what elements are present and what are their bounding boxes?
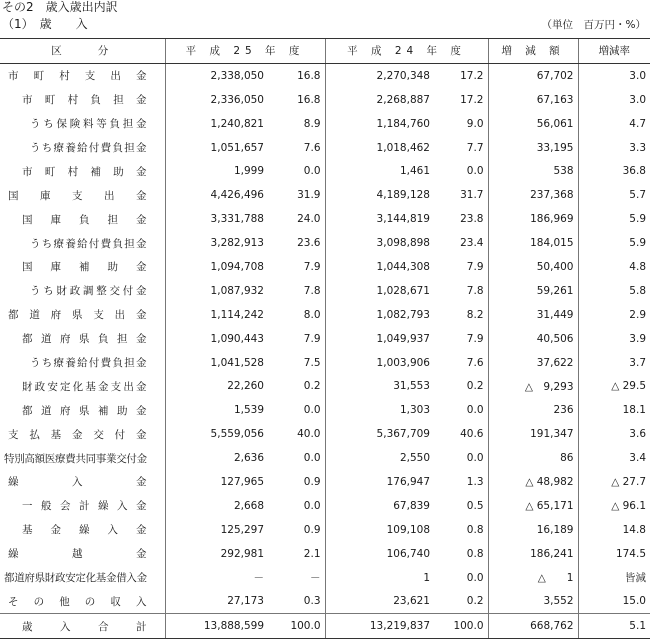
fy25-amount: 2,336,050 xyxy=(165,88,268,112)
change-amount: 67,163 xyxy=(488,88,578,112)
row-label: 都道府県補助金 xyxy=(22,404,147,417)
fy24-share: 0.2 xyxy=(466,595,484,608)
change-amount: 668,762 xyxy=(488,614,578,639)
fy25-amount: 13,888,599 xyxy=(165,614,268,639)
change-amount: 186,969 xyxy=(488,207,578,231)
fy25-share: 7.9 xyxy=(303,332,321,345)
fy25-share: 0.0 xyxy=(303,499,321,512)
fy25-share: 0.0 xyxy=(303,165,321,178)
table-row xyxy=(0,136,650,160)
row-label: うち財政調整交付金 xyxy=(30,285,147,298)
fy25-amount: 127,965 xyxy=(165,470,268,494)
fy24-amount: 106,740 xyxy=(325,542,434,566)
fy24-amount: 3,098,898 xyxy=(325,231,434,255)
row-label: うち療養給付費負担金 xyxy=(30,237,147,250)
change-rate: 3.7 xyxy=(578,351,650,375)
change-amount: △ 1 xyxy=(488,566,578,590)
fy24-share: 0.8 xyxy=(466,523,484,536)
change-amount: 538 xyxy=(488,159,578,183)
fy25-share: 8.9 xyxy=(303,117,321,130)
fy24-share: 0.0 xyxy=(466,571,484,584)
change-rate: △ 96.1 xyxy=(578,494,650,518)
table-row xyxy=(0,374,650,398)
change-rate: 3.3 xyxy=(578,136,650,160)
row-label: うち保険料等負担金 xyxy=(30,118,147,131)
fy25-amount: 1,114,242 xyxy=(165,303,268,327)
table-row xyxy=(0,112,650,136)
change-amount: 236 xyxy=(488,398,578,422)
change-amount: 33,195 xyxy=(488,136,578,160)
fy25-amount: 3,282,913 xyxy=(165,231,268,255)
row-label: 市町村負担金 xyxy=(22,94,147,107)
fy25-amount: 4,426,496 xyxy=(165,183,268,207)
change-rate: △ 27.7 xyxy=(578,470,650,494)
fy25-amount: 1,087,932 xyxy=(165,279,268,303)
header-change: 増 減 額 xyxy=(488,39,578,64)
fy25-amount: 2,636 xyxy=(165,446,268,470)
fy25-amount: 292,981 xyxy=(165,542,268,566)
fy24-share: 7.9 xyxy=(466,332,484,345)
change-rate: 3.4 xyxy=(578,446,650,470)
header-fy24: 平 成 24 年 度 xyxy=(325,39,488,64)
fy24-amount: 2,270,348 xyxy=(325,63,434,87)
fy24-amount: 5,367,709 xyxy=(325,422,434,446)
table-row xyxy=(0,470,650,494)
table-row xyxy=(0,494,650,518)
fy24-share: 100.0 xyxy=(434,614,488,639)
fy25-share: 0.0 xyxy=(303,404,321,417)
fy24-amount: 176,947 xyxy=(325,470,434,494)
change-rate: 174.5 xyxy=(578,542,650,566)
table-row xyxy=(0,589,650,613)
fy25-share: － xyxy=(310,572,321,585)
fy25-amount: 1,539 xyxy=(165,398,268,422)
change-rate: 5.9 xyxy=(578,207,650,231)
change-rate: 5.1 xyxy=(578,614,650,639)
fy25-amount: 1,041,528 xyxy=(165,351,268,375)
change-amount: 59,261 xyxy=(488,279,578,303)
row-label: 繰入金 xyxy=(8,476,147,489)
row-label: うち療養給付費負担金 xyxy=(30,357,147,370)
fy24-share: 0.2 xyxy=(466,380,484,393)
change-rate: 5.8 xyxy=(578,279,650,303)
fy24-share: 0.0 xyxy=(466,452,484,465)
table-row xyxy=(0,351,650,375)
change-amount: 3,552 xyxy=(488,589,578,613)
change-amount: 184,015 xyxy=(488,231,578,255)
fy25-amount: 1,094,708 xyxy=(165,255,268,279)
fy25-amount: 2,338,050 xyxy=(165,63,268,87)
fy25-amount: 1,090,443 xyxy=(165,327,268,351)
table-row xyxy=(0,159,650,183)
fy24-amount: 1,028,671 xyxy=(325,279,434,303)
change-rate: 14.8 xyxy=(578,518,650,542)
fy25-share: 23.6 xyxy=(297,237,321,250)
fy24-share: 1.3 xyxy=(466,475,484,488)
row-label: その他の収入 xyxy=(8,595,147,608)
row-label: 都道府県支出金 xyxy=(8,309,147,322)
fy24-share: 40.6 xyxy=(460,428,484,441)
change-rate: △ 29.5 xyxy=(578,374,650,398)
row-label: 市町村支出金 xyxy=(8,70,147,83)
fy24-amount: 1,049,937 xyxy=(325,327,434,351)
fy24-amount: 1,003,906 xyxy=(325,351,434,375)
change-amount: △ 9,293 xyxy=(488,374,578,398)
fy24-amount: 67,839 xyxy=(325,494,434,518)
fy25-share: 0.9 xyxy=(303,475,321,488)
table-row xyxy=(0,614,650,639)
table-row xyxy=(0,446,650,470)
change-amount: △ 48,982 xyxy=(488,470,578,494)
fy24-share: 7.9 xyxy=(466,260,484,273)
fy24-share: 7.8 xyxy=(466,284,484,297)
change-amount: 37,622 xyxy=(488,351,578,375)
fy24-share: 0.5 xyxy=(466,499,484,512)
change-rate: 4.7 xyxy=(578,112,650,136)
fy24-amount: 13,219,837 xyxy=(325,614,434,639)
row-label: 市町村補助金 xyxy=(22,165,147,178)
change-rate: 15.0 xyxy=(578,589,650,613)
table-header-row xyxy=(0,39,650,64)
fy25-amount: 1,240,821 xyxy=(165,112,268,136)
fy25-share: 31.9 xyxy=(297,189,321,202)
change-rate: 5.9 xyxy=(578,231,650,255)
table-row xyxy=(0,183,650,207)
change-amount: 50,400 xyxy=(488,255,578,279)
change-rate: 5.7 xyxy=(578,183,650,207)
fy24-share: 17.2 xyxy=(460,93,484,106)
row-label: 支払基金交付金 xyxy=(8,428,147,441)
row-label: 国庫補助金 xyxy=(22,261,147,274)
fy25-share: 8.0 xyxy=(303,308,321,321)
row-label: うち療養給付費負担金 xyxy=(30,142,147,154)
fy24-amount: 2,550 xyxy=(325,446,434,470)
fy24-share: 0.8 xyxy=(466,547,484,560)
header-fy25: 平 成 25 年 度 xyxy=(165,39,325,64)
fy25-share: 0.9 xyxy=(303,523,321,536)
fy25-share: 24.0 xyxy=(297,213,321,226)
row-label: 一般会計繰入金 xyxy=(22,500,147,513)
fy25-amount: － xyxy=(165,566,268,590)
fy24-share: 7.7 xyxy=(466,141,484,154)
table-row xyxy=(0,279,650,303)
fy25-share: 0.0 xyxy=(303,452,321,465)
fy24-amount: 1,184,760 xyxy=(325,112,434,136)
unit-note: （単位 百万円・%） xyxy=(541,19,646,31)
fy24-share: 0.0 xyxy=(466,165,484,178)
change-rate: 3.6 xyxy=(578,422,650,446)
fy25-share: 7.9 xyxy=(303,260,321,273)
row-label: 特別高額医療費共同事業交付金 xyxy=(4,452,147,465)
change-rate: 4.8 xyxy=(578,255,650,279)
change-amount: 237,368 xyxy=(488,183,578,207)
fy24-amount: 2,268,887 xyxy=(325,88,434,112)
fy25-amount: 1,051,657 xyxy=(165,136,268,160)
table-row xyxy=(0,327,650,351)
change-rate: 皆減 xyxy=(578,566,650,590)
fy24-share: 23.4 xyxy=(460,237,484,250)
fy24-amount: 1,082,793 xyxy=(325,303,434,327)
fy25-share: 7.8 xyxy=(303,284,321,297)
fy25-amount: 5,559,056 xyxy=(165,422,268,446)
table-row xyxy=(0,542,650,566)
header-category: 区 分 xyxy=(0,39,165,64)
fy25-amount: 2,668 xyxy=(165,494,268,518)
change-amount: 40,506 xyxy=(488,327,578,351)
fy24-amount: 23,621 xyxy=(325,589,434,613)
row-label: 国庫負担金 xyxy=(22,213,147,226)
fy25-amount: 125,297 xyxy=(165,518,268,542)
table-row xyxy=(0,231,650,255)
fy24-amount: 4,189,128 xyxy=(325,183,434,207)
fy25-share: 40.0 xyxy=(297,428,321,441)
table-row xyxy=(0,566,650,590)
change-amount: 186,241 xyxy=(488,542,578,566)
table-row xyxy=(0,398,650,422)
fy24-amount: 1,018,462 xyxy=(325,136,434,160)
fy25-amount: 27,173 xyxy=(165,589,268,613)
change-rate: 2.9 xyxy=(578,303,650,327)
change-rate: 36.8 xyxy=(578,159,650,183)
table-row xyxy=(0,255,650,279)
change-amount: 56,061 xyxy=(488,112,578,136)
fy24-amount: 3,144,819 xyxy=(325,207,434,231)
fy24-share: 8.2 xyxy=(466,308,484,321)
fy25-share: 2.1 xyxy=(303,547,321,560)
fy24-amount: 1 xyxy=(325,566,434,590)
fy24-amount: 109,108 xyxy=(325,518,434,542)
table-row xyxy=(0,63,650,87)
change-amount: 31,449 xyxy=(488,303,578,327)
table-row xyxy=(0,88,650,112)
fy25-share: 7.6 xyxy=(303,141,321,154)
change-amount: 191,347 xyxy=(488,422,578,446)
row-label: 歳入合計 xyxy=(0,614,165,639)
row-label: 基金繰入金 xyxy=(22,524,147,537)
fy24-share: 23.8 xyxy=(460,213,484,226)
fy24-amount: 31,553 xyxy=(325,374,434,398)
fy25-share: 0.3 xyxy=(303,595,321,608)
row-label: 都道府県財政安定化基金借入金 xyxy=(4,572,147,585)
section-title: その2 歳入歳出内訳 xyxy=(2,0,118,14)
change-amount: △ 65,171 xyxy=(488,494,578,518)
fy24-share: 0.0 xyxy=(466,404,484,417)
table-row xyxy=(0,207,650,231)
table-row xyxy=(0,303,650,327)
fy24-amount: 1,044,308 xyxy=(325,255,434,279)
fy24-amount: 1,461 xyxy=(325,159,434,183)
fy24-share: 31.7 xyxy=(460,189,484,202)
fy25-amount: 22,260 xyxy=(165,374,268,398)
change-amount: 67,702 xyxy=(488,63,578,87)
table-row xyxy=(0,518,650,542)
change-amount: 16,189 xyxy=(488,518,578,542)
row-label: 国庫支出金 xyxy=(8,189,147,202)
row-label: 財政安定化基金支出金 xyxy=(22,380,147,393)
header-rate: 増減率 xyxy=(578,39,650,64)
change-rate: 3.0 xyxy=(578,63,650,87)
fy25-share: 16.8 xyxy=(297,93,321,106)
change-amount: 86 xyxy=(488,446,578,470)
fy24-share: 9.0 xyxy=(466,117,484,130)
change-rate: 3.0 xyxy=(578,88,650,112)
row-label: 都道府県負担金 xyxy=(22,333,147,346)
fy24-share: 7.6 xyxy=(466,356,484,369)
row-label: 繰越金 xyxy=(8,548,147,561)
revenue-table xyxy=(0,38,650,639)
fy25-share: 16.8 xyxy=(297,69,321,82)
fy24-share: 17.2 xyxy=(460,69,484,82)
table-row xyxy=(0,422,650,446)
fy25-share: 0.2 xyxy=(303,380,321,393)
change-rate: 3.9 xyxy=(578,327,650,351)
fy25-amount: 1,999 xyxy=(165,159,268,183)
section-subtitle: （1） 歳 入 xyxy=(2,17,88,31)
fy24-amount: 1,303 xyxy=(325,398,434,422)
fy25-share: 7.5 xyxy=(303,356,321,369)
fy25-amount: 3,331,788 xyxy=(165,207,268,231)
change-rate: 18.1 xyxy=(578,398,650,422)
fy25-share: 100.0 xyxy=(268,614,325,639)
